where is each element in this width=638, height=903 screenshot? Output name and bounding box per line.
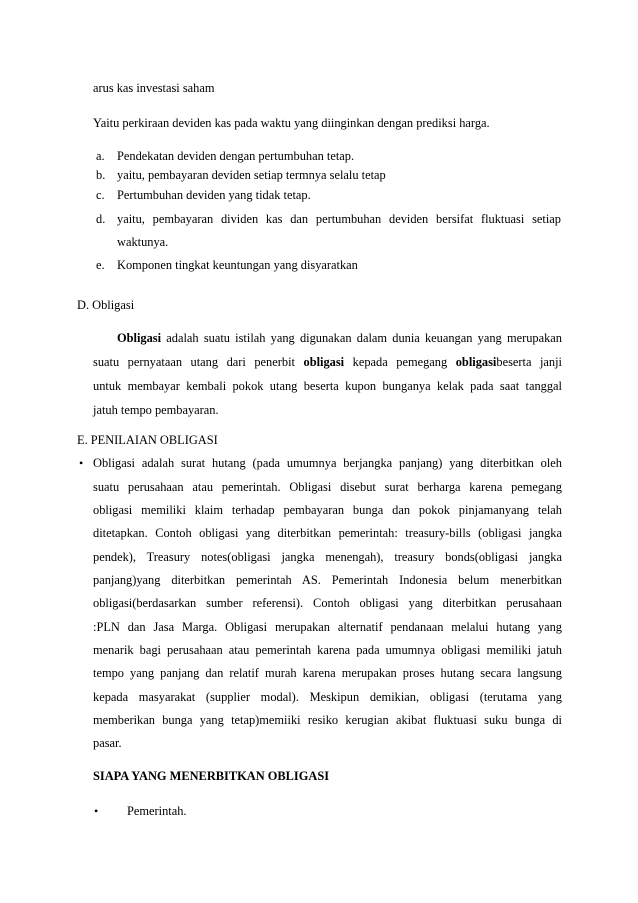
list-item: Komponen tingkat keuntungan yang disyaratkan bbox=[117, 258, 358, 272]
subsection-heading: SIAPA YANG MENERBITKAN OBLIGASI bbox=[93, 769, 330, 783]
list-marker: d. bbox=[96, 212, 106, 226]
paragraph-line: Obligasi adalah surat hutang (pada umumnya berjangka panjang) yang diterbitkan oleh bbox=[93, 456, 562, 470]
bold-term: obligasi bbox=[303, 355, 345, 369]
paragraph-line: :PLN dan Jasa Marga. Obligasi merupakan alternatif pendanaan melalui hutang yang bbox=[93, 620, 562, 634]
bold-term: obligasi bbox=[455, 355, 497, 369]
paragraph-text: beserta janji bbox=[496, 355, 562, 369]
bullet-icon: • bbox=[94, 804, 99, 818]
paragraph-line: pasar. bbox=[93, 736, 122, 750]
text-line: Yaitu perkiraan deviden kas pada waktu yang diinginkan dengan prediksi harga. bbox=[93, 116, 490, 130]
paragraph-line bbox=[93, 355, 562, 369]
paragraph-line: tempo yang panjang dan relatif murah karena merupakan proses hutang secara langsung bbox=[93, 666, 562, 680]
section-heading: D. Obligasi bbox=[77, 298, 135, 312]
paragraph-line bbox=[93, 331, 562, 345]
paragraph-line: kepada masyarakat (supplier modal). Meskipun demikian, obligasi (terutama yang bbox=[93, 690, 562, 704]
paragraph-line: ditetapkan. Contoh obligasi yang diterbitkan pemerintah: treasury-bills (obligasi jangka bbox=[93, 526, 562, 540]
bullet-icon: • bbox=[79, 456, 84, 470]
paragraph-line: obligasi memiliki klaim terhadap pembayaran bunga dan pokok pinjamanyang telah bbox=[93, 503, 562, 517]
bold-term: Obligasi bbox=[117, 331, 162, 345]
paragraph-line: menarik bagi perusahaan atau pemerintah karena pada umumnya obligasi memiliki jatuh bbox=[93, 643, 562, 657]
list-marker: e. bbox=[96, 258, 105, 272]
list-marker: c. bbox=[96, 188, 105, 202]
list-item: yaitu, pembayaran dividen kas dan pertumbuhan deviden bersifat fluktuasi setiap bbox=[117, 212, 561, 226]
paragraph-line: suatu perusahaan atau pemerintah. Obligasi disebut surat berharga karena pemegang bbox=[93, 480, 562, 494]
paragraph-line: untuk membayar kembali pokok utang beserta kupon bunganya kelak pada saat tanggal bbox=[93, 379, 562, 393]
paragraph-text: suatu pernyataan utang dari penerbit bbox=[93, 355, 295, 369]
list-item: Pertumbuhan deviden yang tidak tetap. bbox=[117, 188, 311, 202]
paragraph-text: adalah suatu istilah yang digunakan dalam dunia keuangan yang merupakan bbox=[166, 331, 562, 345]
list-item-continuation: waktunya. bbox=[117, 235, 169, 249]
list-item: yaitu, pembayaran deviden setiap termnya selalu tetap bbox=[117, 168, 386, 182]
paragraph-line: pendek), Treasury notes(obligasi jangka menengah), treasury bonds(obligasi jangka bbox=[93, 550, 562, 564]
list-item: Pendekatan deviden dengan pertumbuhan tetap. bbox=[117, 149, 355, 163]
paragraph-line: memberikan bunga yang tetap)memiiki resiko kerugian akibat fluktuasi suku bunga di bbox=[93, 713, 562, 727]
list-marker: b. bbox=[96, 168, 106, 182]
list-item: Pemerintah. bbox=[127, 804, 187, 818]
paragraph-line: panjang)yang diterbitkan pemerintah AS. Pemerintah Indonesia belum menerbitkan bbox=[93, 573, 562, 587]
paragraph-line: jatuh tempo pembayaran. bbox=[93, 403, 219, 417]
text-line: arus kas investasi saham bbox=[93, 81, 215, 95]
section-heading: E. PENILAIAN OBLIGASI bbox=[77, 433, 218, 447]
list-marker: a. bbox=[96, 149, 105, 163]
paragraph-line: obligasi(berdasarkan sumber referensi). Contoh obligasi yang diterbitkan perusahaan bbox=[93, 596, 562, 610]
paragraph-text: kepada pemegang bbox=[352, 355, 448, 369]
